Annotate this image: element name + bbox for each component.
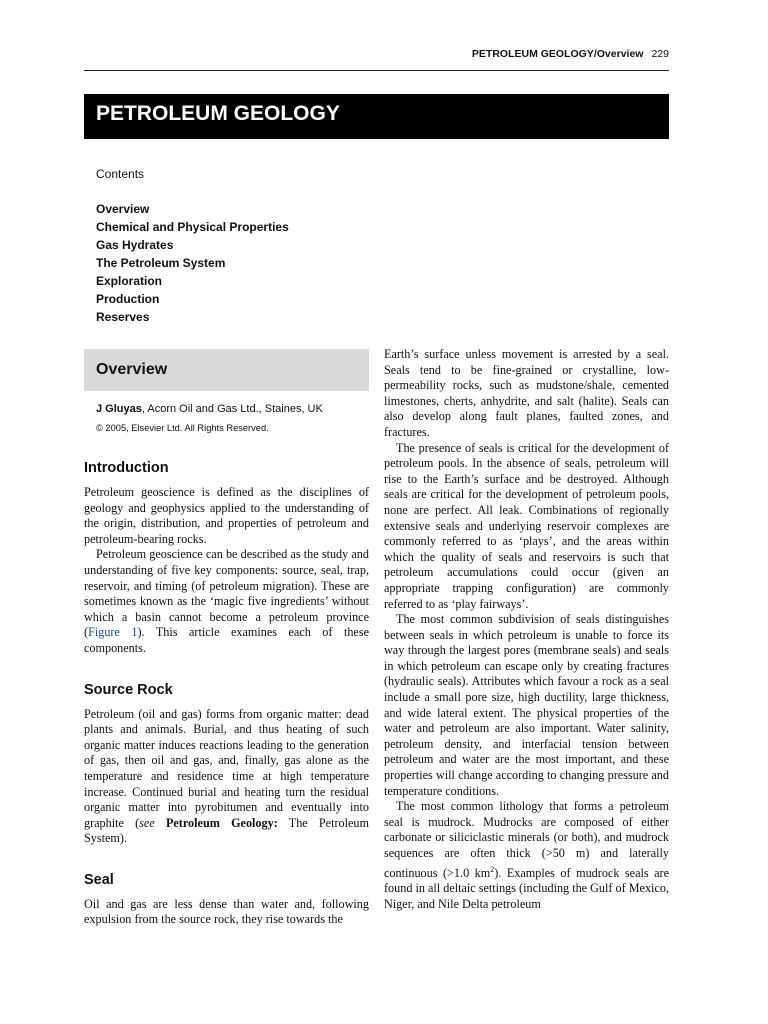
table-of-contents bbox=[96, 200, 289, 326]
author-affiliation: , Acorn Oil and Gas Ltd., Staines, UK bbox=[141, 403, 323, 415]
introduction-paragraph-1: Petroleum geoscience is defined as the disciplines of geology and geophysics applied to the understanding of the origin, distribution, and properties of petroleum and petroleum-bearing rocks. bbox=[84, 485, 369, 546]
contents-label: Contents bbox=[96, 167, 145, 181]
toc-item-reserves[interactable]: Reserves bbox=[96, 310, 150, 324]
superscript-2: 2 bbox=[490, 864, 495, 874]
source-rock-heading: Source Rock bbox=[84, 681, 173, 698]
seal-paragraph: Oil and gas are less dense than water and, following expulsion from the source rock, they rise towards the bbox=[84, 896, 369, 927]
introduction-paragraph-2 bbox=[84, 547, 369, 656]
right-p4-text-b: ). Examples of mudrock seals are found in all deltaic settings (including the Gulf of Mexico, Niger, and Nile Delta petroleum bbox=[384, 865, 669, 911]
article-title: PETROLEUM GEOLOGY bbox=[96, 102, 340, 125]
left-column bbox=[84, 349, 369, 928]
right-p4-text-a: The most common lithology that forms a petroleum seal is mudrock. Mudrocks are composed of either carbonate or siliciclastic minerals (or both), and mudrock sequences are often thick (>50 m) and laterally continuous (>1.0 km bbox=[384, 799, 669, 880]
introduction-p2-text-a: Petroleum geoscience can be described as the study and understanding of five key components: source, seal, trap, reservoir, and timing (of petroleum migration). These are sometimes known as the ‘magic five ingredients’ without which a basin cannot become a petroleum province ( bbox=[84, 547, 369, 640]
see-label: see bbox=[139, 815, 155, 830]
source-rock-paragraph bbox=[84, 707, 369, 847]
toc-item-gas-hydrates[interactable]: Gas Hydrates bbox=[96, 238, 174, 252]
toc-item-chemical-physical[interactable]: Chemical and Physical Properties bbox=[96, 220, 289, 234]
overview-heading-box bbox=[84, 349, 369, 391]
figure-1-link[interactable]: Figure 1 bbox=[88, 625, 138, 640]
right-column bbox=[384, 347, 669, 912]
right-paragraph-1: Earth’s surface unless movement is arrested by a seal. Seals tend to be fine-grained or crystalline, low-permeability rocks, such as mudstone/shale, cemented limestones, cherts, anhydrite, and salt (halite). Seals can also develop along fault planes, faulted zones, and fractures. bbox=[384, 347, 669, 439]
source-rock-text-b: The Petroleum System). bbox=[84, 815, 369, 846]
right-paragraph-3: The most common subdivision of seals distinguishes between seals in which petroleum is unable to force its way through the largest pores (membrane seals) and seals in which petroleum can escape only by creating fractures (hydraulic seals). Attributes which favour a rock as a seal include a small pore size, high ductility, large thickness, and wide lateral extent. The physical properties of the water and petroleum are also important. Water salinity, petroleum density, and interfacial tension between petroleum and water are the most important, and these properties will change according to changing pressure and temperature conditions. bbox=[384, 612, 669, 798]
toc-item-production[interactable]: Production bbox=[96, 292, 160, 306]
toc-item-petroleum-system[interactable]: The Petroleum System bbox=[96, 256, 226, 270]
copyright-line: © 2005, Elsevier Ltd. All Rights Reserved. bbox=[96, 423, 269, 433]
author-name: J Gluyas bbox=[96, 403, 142, 415]
author-line bbox=[96, 403, 369, 415]
page-number: 229 bbox=[651, 48, 669, 60]
source-rock-text-a: Petroleum (oil and gas) forms from organic matter: dead plants and animals. Burial, and thus heating of such organic matter induces reactions leading to the generation of gas, then oil and gas, and, finally, gas alone as the temperature and residence time at high temperature increase. Continued burial and heating turn the residual organic matter into pyrobitumen and eventually into graphite ( bbox=[84, 706, 369, 830]
seal-heading: Seal bbox=[84, 871, 114, 888]
toc-item-exploration[interactable]: Exploration bbox=[96, 274, 163, 288]
article-title-bar bbox=[84, 94, 669, 139]
right-paragraph-4 bbox=[384, 799, 669, 912]
introduction-heading: Introduction bbox=[84, 460, 169, 476]
running-head-title: PETROLEUM GEOLOGY/Overview bbox=[471, 48, 644, 60]
cross-reference-link[interactable]: Petroleum Geology: bbox=[165, 815, 278, 830]
introduction-p2-text-b: ). This article examines each of these components. bbox=[84, 625, 369, 655]
header-rule bbox=[84, 70, 669, 71]
overview-heading: Overview bbox=[96, 361, 168, 378]
running-head bbox=[472, 48, 669, 60]
toc-item-overview[interactable]: Overview bbox=[96, 202, 150, 216]
right-paragraph-2: The presence of seals is critical for the development of petroleum pools. In the absence of seals, petroleum will rise to the Earth’s surface and be destroyed. Although seals are critical for the development of petroleum pools, none are perfect. All leak. Combinations of regionally extensive seals and underlying reservoir complexes are commonly referred to as ‘plays’, and the areas within which the quality of seals and reservoirs is such that petroleum accumulations could occur (given an appropriate trapping configuration) are commonly referred to as ‘play fairways’. bbox=[384, 440, 669, 611]
